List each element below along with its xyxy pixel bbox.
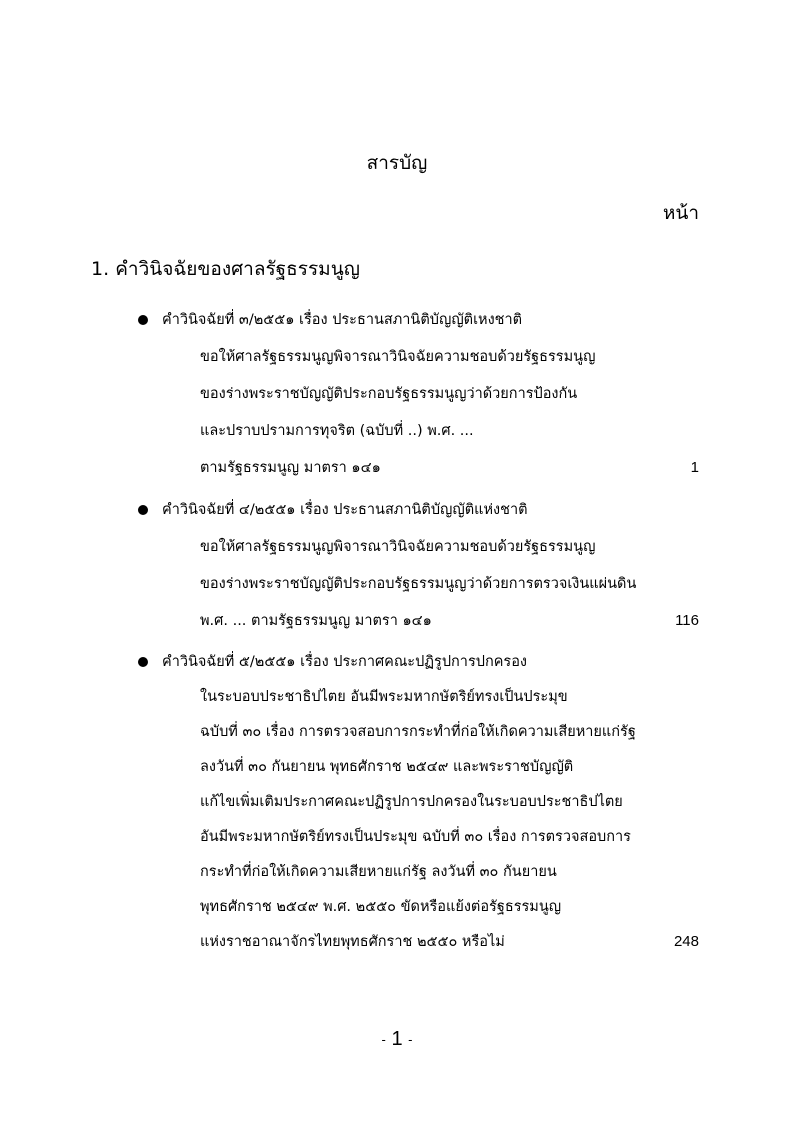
entry-line: และปราบปรามการทุจริต (ฉบับที่ ..) พ.ศ. ...: [200, 423, 474, 439]
entry-line: อันมีพระมหากษัตริย์ทรงเป็นประมุข ฉบับที่ ๓๐ เรื่อง การตรวจสอบการ: [200, 829, 631, 845]
page-footer: [0, 1028, 794, 1051]
entry-line: คำวินิจฉัยที่ ๔/๒๕๕๑ เรื่อง ประธานสภานิติบัญญัติแห่งชาติ: [162, 502, 528, 518]
footer-dash-right: -: [408, 1032, 413, 1048]
entry-line: ตามรัฐธรรมนูญ มาตรา ๑๔๑: [200, 460, 381, 476]
entry-line: ขอให้ศาลรัฐธรรมนูญพิจารณาวินิจฉัยความชอบด้วยรัฐธรรมนูญ: [200, 349, 596, 365]
footer-page-number: 1: [391, 1028, 403, 1050]
section-title: คำวินิจฉัยของศาลรัฐธรรมนูญ: [115, 258, 360, 280]
entry-line: พ.ศ. ... ตามรัฐธรรมนูญ มาตรา ๑๔๑: [200, 613, 432, 629]
entry-line: คำวินิจฉัยที่ ๓/๒๕๕๑ เรื่อง ประธานสภานิติบัญญัติเหงชาติ: [162, 312, 523, 328]
entry-line: แก้ไขเพิ่มเติมประกาศคณะปฏิรูปการปกครองในระบอบประชาธิปไตย: [200, 794, 623, 810]
toc-title: สารบัญ: [366, 152, 428, 174]
entry-line: ลงวันที่ ๓๐ กันยายน พุทธศักราช ๒๕๔๙ และพระราชบัญญัติ: [200, 759, 574, 775]
entry-page-number: 1: [690, 459, 699, 476]
entry-line: ฉบับที่ ๓๐ เรื่อง การตรวจสอบการกระทำที่ก่อให้เกิดความเสียหายแก่รัฐ: [200, 724, 636, 740]
entry-line: คำวินิจฉัยที่ ๕/๒๕๕๑ เรื่อง ประกาศคณะปฏิรูปการปกครอง: [162, 654, 527, 670]
footer-dash-left: -: [381, 1032, 386, 1048]
bullet-icon: [138, 657, 148, 667]
section-heading: [91, 254, 360, 284]
entry-line: ของร่างพระราชบัญญัติประกอบรัฐธรรมนูญว่าด้วยการตรวจเงินแผ่นดิน: [200, 576, 637, 592]
entry-line: พุทธศักราช ๒๕๔๙ พ.ศ. ๒๕๕๐ ขัดหรือแย้งต่อรัฐธรรมนูญ: [200, 899, 562, 915]
bullet-icon: [138, 505, 148, 515]
bullet-icon: [138, 315, 148, 325]
section-number: 1.: [91, 258, 110, 280]
entry-page-number: 116: [675, 612, 699, 629]
entry-line: แห่งราชอาณาจักรไทยพุทธศักราช ๒๕๕๐ หรือไม่: [200, 934, 505, 950]
entry-line: ของร่างพระราชบัญญัติประกอบรัฐธรรมนูญว่าด้วยการป้องกัน: [200, 386, 578, 402]
entry-line: ในระบอบประชาธิปไตย อันมีพระมหากษัตริย์ทรงเป็นประมุข: [200, 689, 568, 705]
page-column-header: หน้า: [662, 202, 699, 224]
entry-line: ขอให้ศาลรัฐธรรมนูญพิจารณาวินิจฉัยความชอบด้วยรัฐธรรมนูญ: [200, 539, 596, 555]
entry-page-number: 248: [673, 933, 699, 950]
entry-line: กระทำที่ก่อให้เกิดความเสียหายแก่รัฐ ลงวันที่ ๓๐ กันยายน: [200, 864, 557, 880]
